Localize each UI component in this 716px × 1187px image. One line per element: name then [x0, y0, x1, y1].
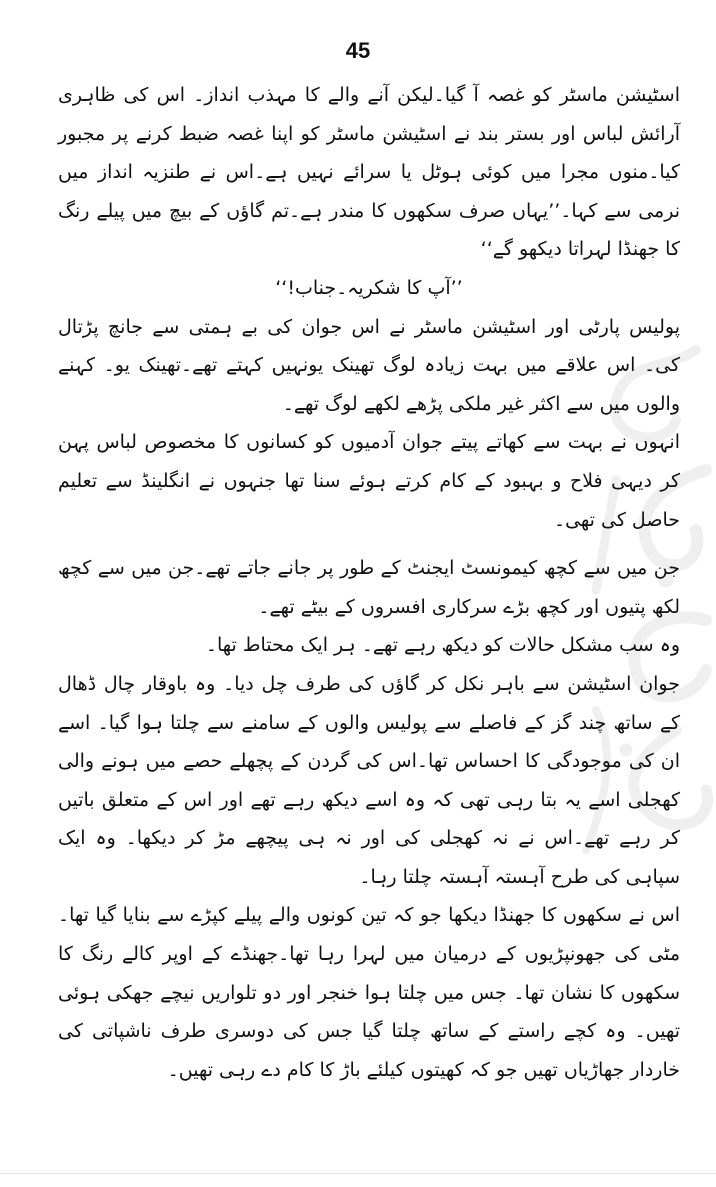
- bottom-rule: [0, 1173, 716, 1174]
- paragraph-1: اسٹیشن ماسٹر کو غصہ آ گیا۔لیکن آنے والے کا مہذب انداز۔ اس کی ظاہری آرائش لباس اور بستر بند نے اسٹیشن ماسٹر کو اپنا غصہ ضبط کرنے پر مجبور کیا۔منوں مجرا میں کوئی ہوٹل یا سرائے نہیں ہے۔اس نے طنزیہ انداز میں نرمی سے کہا۔’’یہاں صرف سکھوں کا مندر ہے۔تم گاؤں کے بیچ میں پیلے رنگ کا جھنڈا لہراتا دیکھو گے‘‘: [58, 84, 680, 261]
- paragraph-4: انہوں نے بہت سے کھاتے پیتے جوان آدمیوں کو کسانوں کا مخصوص لباس پہن کر دیہی فلاح و بہبود کے کام کرتے ہوئے سنا تھا جنہوں نے انگلینڈ سے تعلیم حاصل کی تھی۔: [58, 431, 680, 531]
- paragraph-8: اس نے سکھوں کا جھنڈا دیکھا جو کہ تین کونوں والے پیلے کپڑے سے بنایا گیا تھا۔مٹی کی جھونپڑیوں کے درمیان میں لہرا رہا تھا۔جھنڈے کے اوپر کالے رنگ کا سکھوں کا نشان تھا۔ جس میں چلتا ہوا خنجر اور دو تلواریں نیچے جھکی ہوئی تھیں۔ وہ کچے راستے کے ساتھ چلتا گیا جس کی دوسری طرف ناشپاتی کی خاردار جھاڑیاں تھیں جو کہ کھیتوں کیلئے باڑ کا کام دے رہی تھیں۔: [58, 904, 680, 1081]
- page-number: 45: [345, 38, 371, 63]
- paragraph-2: ’’آپ کا شکریہ۔جناب!‘‘: [275, 276, 463, 299]
- page-body: [58, 76, 680, 1089]
- paragraph-6: وہ سب مشکل حالات کو دیکھ رہے تھے۔ ہر ایک محتاط تھا۔: [205, 634, 680, 657]
- paragraph-3: پولیس پارٹی اور اسٹیشن ماسٹر نے اس جوان کی بے ہمتی سے جانچ پڑتال کی۔ اس علاقے میں بہت زیادہ لوگ تھینک یونہیں کہتے تھے۔تھینک یو۔ کہنے والوں میں سے اکثر غیر ملکی پڑھے لکھے لوگ تھے۔: [58, 315, 680, 415]
- paragraph-7: جوان اسٹیشن سے باہر نکل کر گاؤں کی طرف چل دیا۔ وہ باوقار چال ڈھال کے ساتھ چند گز کے فاصلے سے پولیس والوں کے سامنے سے چلتا ہوا گیا۔ اسے ان کی موجودگی کا احساس تھا۔اس کی گردن کے پچھلے حصے میں ہونے والی کھجلی اسے یہ بتا رہی تھی کہ وہ اسے دیکھ رہے تھے اور اس کے متعلق باتیں کر رہے تھے۔اس نے نہ کھجلی کی اور نہ ہی پیچھے مڑ کر دیکھا۔ وہ ایک سپاہی کی طرح آہستہ آہستہ چلتا رہا۔: [58, 672, 680, 888]
- paragraph-5: جن میں سے کچھ کیمونسٹ ایجنٹ کے طور پر جانے جاتے تھے۔جن میں سے کچھ لکھ پتیوں اور کچھ بڑے سرکاری افسروں کے بیٹے تھے۔: [58, 557, 680, 618]
